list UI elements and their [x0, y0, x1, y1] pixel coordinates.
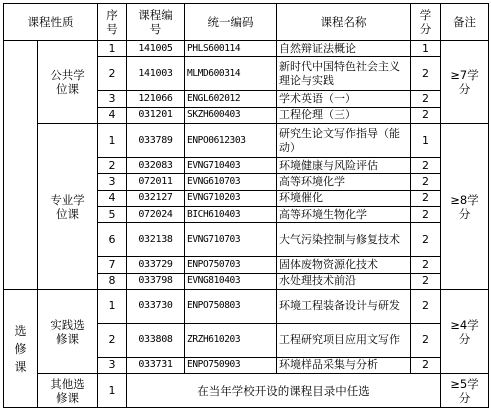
note-other-elective: ≥5学 分	[441, 374, 489, 408]
table-row	[4, 290, 489, 324]
credit-cell: 2	[411, 157, 441, 173]
unified-code-cell: MLMD600314	[185, 57, 277, 91]
course-name-cell: 新时代中国特色社会主义理论与实践	[277, 57, 411, 91]
header-seq: 序 号	[98, 4, 127, 41]
seq-cell: 3	[98, 174, 127, 190]
seq-cell: 4	[98, 107, 127, 123]
unified-code-cell: BICH610403	[185, 207, 277, 223]
unified-code-cell: EVNG710403	[185, 157, 277, 173]
seq-cell: 8	[98, 273, 127, 289]
course-name-cell: 工程研究项目应用文写作	[277, 323, 411, 357]
seq-cell: 3	[98, 357, 127, 373]
credit-cell: 2	[411, 273, 441, 289]
category-elective: 选 修 课	[4, 290, 38, 408]
unified-code-cell: EVNG810403	[185, 273, 277, 289]
unified-code-cell: ENPO750903	[185, 357, 277, 373]
course-code-cell: 032127	[127, 190, 185, 206]
category-public-degree: 公共学 位课	[38, 41, 98, 124]
unified-code-cell: ENPO750703	[185, 257, 277, 273]
table-row	[4, 41, 489, 57]
seq-cell: 7	[98, 257, 127, 273]
header-code: 课程编 号	[127, 4, 185, 41]
course-code-cell: 141005	[127, 41, 185, 57]
category-other-elective: 其他选 修课	[38, 374, 98, 408]
credit-cell: 2	[411, 57, 441, 91]
seq-cell: 5	[98, 207, 127, 223]
seq-cell: 1	[98, 41, 127, 57]
curriculum-table	[3, 3, 489, 408]
header-nature: 课程性质	[4, 4, 98, 41]
course-name-cell: 环境健康与风险评估	[277, 157, 411, 173]
credit-cell: 2	[411, 323, 441, 357]
course-name-cell: 水处理技术前沿	[277, 273, 411, 289]
course-name-cell: 大气污染控制与修复技术	[277, 223, 411, 257]
table-row	[4, 124, 489, 158]
credit-cell: 2	[411, 190, 441, 206]
course-code-cell: 033808	[127, 323, 185, 357]
category-practice-elective: 实践选 修课	[38, 290, 98, 374]
seq-cell: 1	[98, 374, 127, 408]
course-name-cell: 环境样品采集与分析	[277, 357, 411, 373]
unified-code-cell: ZRZH610203	[185, 323, 277, 357]
credit-cell: 2	[411, 223, 441, 257]
seq-cell: 2	[98, 157, 127, 173]
credit-cell: 2	[411, 207, 441, 223]
course-code-cell: 072011	[127, 174, 185, 190]
note-practice-elective: ≥4学 分	[441, 290, 489, 374]
credit-cell: 1	[411, 124, 441, 158]
unified-code-cell: PHLS600114	[185, 41, 277, 57]
unified-code-cell: EVNG710203	[185, 190, 277, 206]
unified-code-cell: ENGL602012	[185, 91, 277, 107]
unified-code-cell: SKZH600403	[185, 107, 277, 123]
course-code-cell: 121066	[127, 91, 185, 107]
course-name-cell: 环境工程装备设计与研发	[277, 290, 411, 324]
course-name-cell: 高等环境生物化学	[277, 207, 411, 223]
credit-cell: 2	[411, 107, 441, 123]
course-code-cell: 032083	[127, 157, 185, 173]
header-row	[4, 4, 489, 41]
category-major-degree: 专业学 位课	[38, 124, 98, 290]
note-public-degree: ≥7学 分	[441, 41, 489, 124]
header-unified-code: 统一编码	[185, 4, 277, 41]
course-name-cell: 工程伦理（三）	[277, 107, 411, 123]
course-name-cell: 学术英语（一）	[277, 91, 411, 107]
header-credit: 学 分	[411, 4, 441, 41]
credit-cell: 2	[411, 91, 441, 107]
course-code-cell: 141003	[127, 57, 185, 91]
credit-cell: 1	[411, 41, 441, 57]
course-code-cell: 033730	[127, 290, 185, 324]
seq-cell: 2	[98, 57, 127, 91]
course-code-cell: 031201	[127, 107, 185, 123]
note-major-degree: ≥8学 分	[441, 124, 489, 290]
course-code-cell: 072024	[127, 207, 185, 223]
course-code-cell: 033798	[127, 273, 185, 289]
course-code-cell: 033729	[127, 257, 185, 273]
seq-cell: 4	[98, 190, 127, 206]
seq-cell: 6	[98, 223, 127, 257]
course-name-cell: 高等环境化学	[277, 174, 411, 190]
credit-cell: 2	[411, 257, 441, 273]
unified-code-cell: ENPO750803	[185, 290, 277, 324]
table-row	[4, 374, 489, 408]
course-code-cell: 033789	[127, 124, 185, 158]
course-name-cell: 固体废物资源化技术	[277, 257, 411, 273]
course-code-cell: 032138	[127, 223, 185, 257]
seq-cell: 3	[98, 91, 127, 107]
header-course-name: 课程名称	[277, 4, 411, 41]
course-name-cell: 环境催化	[277, 190, 411, 206]
course-name-cell: 研究生论文写作指导（能动）	[277, 124, 411, 158]
credit-cell: 2	[411, 357, 441, 373]
seq-cell: 2	[98, 323, 127, 357]
free-choice-text: 在当年学校开设的课程目录中任选	[127, 374, 441, 408]
course-name-cell: 自然辩证法概论	[277, 41, 411, 57]
seq-cell: 1	[98, 290, 127, 324]
header-note: 备注	[441, 4, 489, 41]
credit-cell: 2	[411, 290, 441, 324]
category-required-outer	[4, 41, 38, 290]
credit-cell: 2	[411, 174, 441, 190]
seq-cell: 1	[98, 124, 127, 158]
unified-code-cell: ENPO0612303	[185, 124, 277, 158]
course-code-cell: 033731	[127, 357, 185, 373]
unified-code-cell: EVNG710703	[185, 223, 277, 257]
unified-code-cell: EVNG610703	[185, 174, 277, 190]
